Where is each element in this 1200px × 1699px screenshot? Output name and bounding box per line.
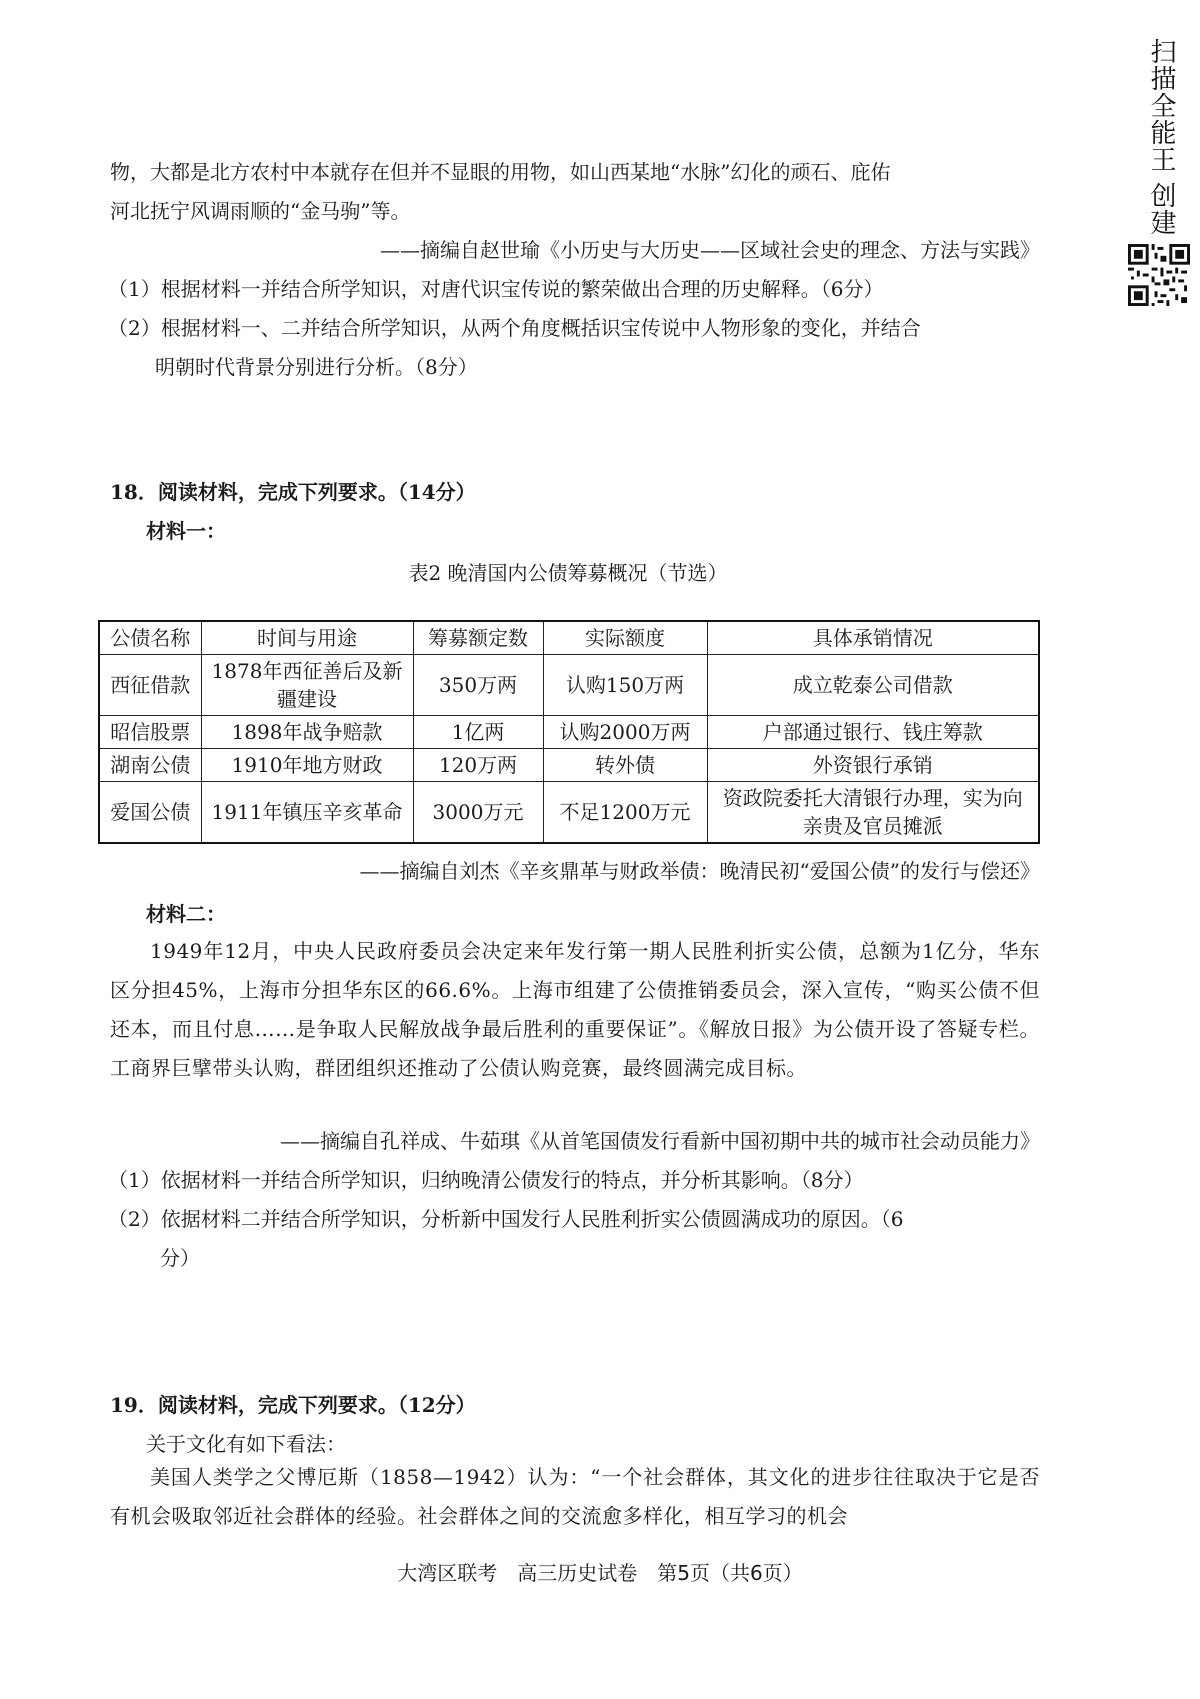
table-cell: 爱国公债 xyxy=(99,782,201,844)
table-cell: 认购150万两 xyxy=(543,655,707,716)
page-footer: 大湾区联考 高三历史试卷 第5页（共6页） xyxy=(397,1561,803,1585)
question-18-1: （1）依据材料一并结合所学知识，归纳晚清公债发行的特点，并分析其影响。（8分） xyxy=(108,1168,864,1192)
table-cell: 不足1200万元 xyxy=(543,782,707,844)
table-cell: 转外债 xyxy=(543,749,707,782)
debt-table xyxy=(98,620,1040,844)
table-header-cell: 公债名称 xyxy=(99,621,201,655)
table-header-cell: 筹募额定数 xyxy=(413,621,543,655)
table-cell: 外资银行承销 xyxy=(707,749,1039,782)
source-citation: ——摘编自刘杰《辛亥鼎革与财政举债：晚清民初“爱国公债”的发行与偿还》 xyxy=(359,859,1040,883)
question-18-2-line-2: 分） xyxy=(160,1246,200,1270)
question-17-2-line-1: （2）根据材料一、二并结合所学知识，从两个角度概括识宝传说中人物形象的变化，并结合 xyxy=(108,316,921,340)
table-cell: 成立乾泰公司借款 xyxy=(707,655,1039,716)
question-19-text: 美国人类学之父博厄斯（1858—1942）认为：“一个社会群体，其文化的进步往往取决于它是否有机会吸取邻近社会群体的经验。社会群体之间的交流愈多样化，相互学习的机会 xyxy=(110,1465,1040,1528)
table-header-row xyxy=(99,621,1039,655)
question-17-2-line-2: 明朝时代背景分别进行分析。（8分） xyxy=(155,355,478,379)
table-cell: 湖南公债 xyxy=(99,749,201,782)
table-title: 表2 晚清国内公债筹募概况（节选） xyxy=(408,561,728,585)
table-cell: 1898年战争赔款 xyxy=(201,716,413,749)
question-18-heading: 18．阅读材料，完成下列要求。（14分） xyxy=(110,480,476,504)
source-citation: ——摘编自孔祥成、牛茹琪《从首笔国债发行看新中国初期中共的城市社会动员能力》 xyxy=(280,1129,1040,1153)
table-cell: 资政院委托大清银行办理，实为向亲贵及官员摊派 xyxy=(707,782,1039,844)
material-2-label: 材料二： xyxy=(146,902,226,926)
question-19-heading: 19．阅读材料，完成下列要求。（12分） xyxy=(110,1393,476,1417)
table-header-cell: 实际额度 xyxy=(543,621,707,655)
table-cell: 1亿两 xyxy=(413,716,543,749)
material-continued-line-1: 物，大都是北方农村中本就存在但并不显眼的用物，如山西某地“水脉”幻化的顽石、庇佑 xyxy=(110,160,891,184)
material-1-label: 材料一： xyxy=(146,519,226,543)
source-citation: ——摘编自赵世瑜《小历史与大历史——区域社会史的理念、方法与实践》 xyxy=(380,238,1040,262)
table-cell: 3000万元 xyxy=(413,782,543,844)
table-row xyxy=(99,716,1039,749)
table-header-cell: 时间与用途 xyxy=(201,621,413,655)
question-17-1: （1）根据材料一并结合所学知识，对唐代识宝传说的繁荣做出合理的历史解释。（6分） xyxy=(108,277,884,301)
table-row xyxy=(99,749,1039,782)
table-cell: 1910年地方财政 xyxy=(201,749,413,782)
table-cell: 户部通过银行、钱庄筹款 xyxy=(707,716,1039,749)
material-2-text: 1949年12月，中央人民政府委员会决定来年发行第一期人民胜利折实公债，总额为1亿分，华东区分担45%，上海市分担华东区的66.6%。上海市组建了公债推销委员会，深入宣传，“购买公债不但还本，而且付息……是争取人民解放战争最后胜利的重要保证”。《解放日报》为公债开设了答疑专栏。工商界巨擘带头认购，群团组织还推动了公债认购竞赛，最终圆满完成目标。 xyxy=(110,939,1040,1080)
table-cell: 1911年镇压辛亥革命 xyxy=(201,782,413,844)
table-row xyxy=(99,655,1039,716)
question-19-intro: 关于文化有如下看法： xyxy=(146,1432,346,1456)
table-cell: 西征借款 xyxy=(99,655,201,716)
question-18-2-line-1: （2）依据材料二并结合所学知识，分析新中国发行人民胜利折实公债圆满成功的原因。（6 xyxy=(108,1207,904,1231)
table-cell: 认购2000万两 xyxy=(543,716,707,749)
table-header-cell: 具体承销情况 xyxy=(707,621,1039,655)
table-cell: 昭信股票 xyxy=(99,716,201,749)
qr-code-icon xyxy=(1128,244,1190,306)
table-cell: 1878年西征善后及新疆建设 xyxy=(201,655,413,716)
material-continued-line-2: 河北抚宁风调雨顺的“金马驹”等。 xyxy=(110,199,411,223)
table-row xyxy=(99,782,1039,844)
table-cell: 120万两 xyxy=(413,749,543,782)
table-cell: 350万两 xyxy=(413,655,543,716)
scanner-watermark: 扫描全能王 创建 xyxy=(1146,38,1176,237)
